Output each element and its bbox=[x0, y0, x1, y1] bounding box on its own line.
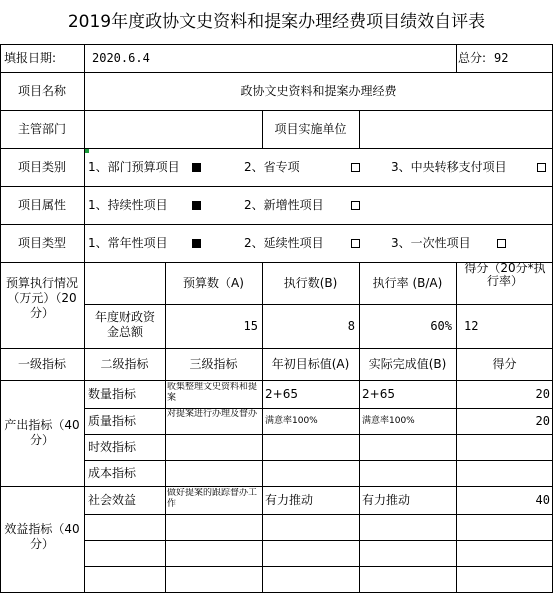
budget-header-score: 得分（20分*执行率） bbox=[464, 262, 546, 288]
type-option-3-checkbox bbox=[497, 224, 511, 262]
fill-date-label: 填报日期: bbox=[4, 51, 57, 65]
budget-value: 15 bbox=[243, 319, 258, 333]
output-row-quality-l3: 对提案进行办理及督办 bbox=[167, 409, 258, 419]
budget-label: 预算执行情况（万元）（20分） bbox=[5, 276, 78, 320]
attribute-option-2: 2、新增性项目 bbox=[244, 198, 324, 212]
indicator-header-level1: 一级指标 bbox=[17, 357, 66, 371]
category-option-2: 2、省专项 bbox=[244, 160, 300, 174]
type-option-2-checkbox bbox=[351, 224, 365, 262]
indicator-header-score: 得分 bbox=[492, 357, 517, 371]
category-option-1: 1、部门预算项目 bbox=[88, 160, 180, 174]
budget-header-budget: 预算数（A) bbox=[183, 276, 244, 290]
output-row-quality-actual: 满意率100% bbox=[362, 416, 415, 426]
total-score-value: 92 bbox=[494, 51, 509, 65]
project-name-value: 政协文史资料和提案办理经费 bbox=[240, 84, 397, 98]
attribute-option-1-checkbox bbox=[192, 186, 206, 224]
indicator-header-level3: 三级指标 bbox=[189, 357, 238, 371]
benefit-row-social-l2: 社会效益 bbox=[88, 493, 137, 507]
benefit-row-social-target: 有力推动 bbox=[265, 493, 314, 507]
indicator-header-level2: 二级指标 bbox=[100, 357, 149, 371]
output-indicator-label: 产出指标（40分） bbox=[4, 418, 80, 447]
type-option-1: 1、常年性项目 bbox=[88, 236, 168, 250]
impl-unit-value bbox=[363, 110, 548, 148]
executed-value: 8 bbox=[347, 319, 355, 333]
grid-line bbox=[84, 514, 553, 515]
output-row-quantity-l2: 数量指标 bbox=[88, 387, 137, 401]
grid-line bbox=[84, 44, 85, 72]
impl-unit-label: 项目实施单位 bbox=[274, 122, 347, 136]
type-option-1-checkbox bbox=[192, 224, 206, 262]
output-row-quality-target: 满意率100% bbox=[265, 416, 318, 426]
benefit-row-social-score: 40 bbox=[535, 493, 550, 507]
attribute-option-2-checkbox bbox=[351, 186, 365, 224]
grid-line bbox=[84, 540, 553, 541]
output-row-quantity-l3: 收集整理文史资料和提案 bbox=[167, 382, 258, 403]
grid-line bbox=[84, 566, 553, 567]
dept-label: 主管部门 bbox=[17, 122, 66, 136]
grid-line bbox=[456, 44, 457, 72]
type-label: 项目类型 bbox=[17, 236, 66, 250]
attribute-option-1: 1、持续性项目 bbox=[88, 198, 168, 212]
total-score-label: 总分: bbox=[458, 51, 487, 65]
benefit-row-social-actual: 有力推动 bbox=[362, 493, 411, 507]
category-label: 项目类别 bbox=[17, 160, 66, 174]
indicator-header-target: 年初目标值(A) bbox=[271, 357, 350, 371]
fill-date-value: 2020.6.4 bbox=[92, 51, 150, 65]
category-option-3-checkbox bbox=[537, 148, 551, 186]
budget-score: 12 bbox=[464, 319, 479, 333]
indicator-header-actual: 实际完成值(B) bbox=[368, 357, 447, 371]
output-row-timeliness-l2: 时效指标 bbox=[88, 440, 137, 454]
attribute-label: 项目属性 bbox=[17, 198, 66, 212]
benefit-indicator-label: 效益指标（40分） bbox=[4, 522, 80, 551]
grid-line bbox=[359, 110, 360, 148]
output-row-quality-l2: 质量指标 bbox=[88, 414, 137, 428]
dept-value bbox=[88, 110, 258, 148]
output-row-quantity-score: 20 bbox=[535, 387, 550, 401]
benefit-row-social-l3: 做好提案的跟踪督办工作 bbox=[167, 488, 258, 509]
category-option-3: 3、中央转移支付项目 bbox=[391, 160, 507, 174]
category-option-2-checkbox bbox=[351, 148, 365, 186]
project-name-label: 项目名称 bbox=[17, 84, 66, 98]
output-row-cost-l2: 成本指标 bbox=[88, 466, 137, 480]
category-option-1-checkbox bbox=[192, 148, 206, 186]
budget-row-label: 年度财政资金总额 bbox=[94, 310, 155, 339]
output-row-quantity-target: 2+65 bbox=[265, 387, 298, 401]
type-option-2: 2、延续性项目 bbox=[244, 236, 324, 250]
budget-header-rate: 执行率 (B/A) bbox=[372, 276, 443, 290]
budget-header-executed: 执行数(B) bbox=[283, 276, 338, 290]
type-option-3: 3、一次性项目 bbox=[391, 236, 471, 250]
output-row-quality-score: 20 bbox=[535, 414, 550, 428]
output-row-quantity-actual: 2+65 bbox=[362, 387, 395, 401]
execution-rate: 60% bbox=[430, 319, 452, 333]
page-title: 2019年度政协文史资料和提案办理经费项目绩效自评表 bbox=[67, 12, 486, 32]
